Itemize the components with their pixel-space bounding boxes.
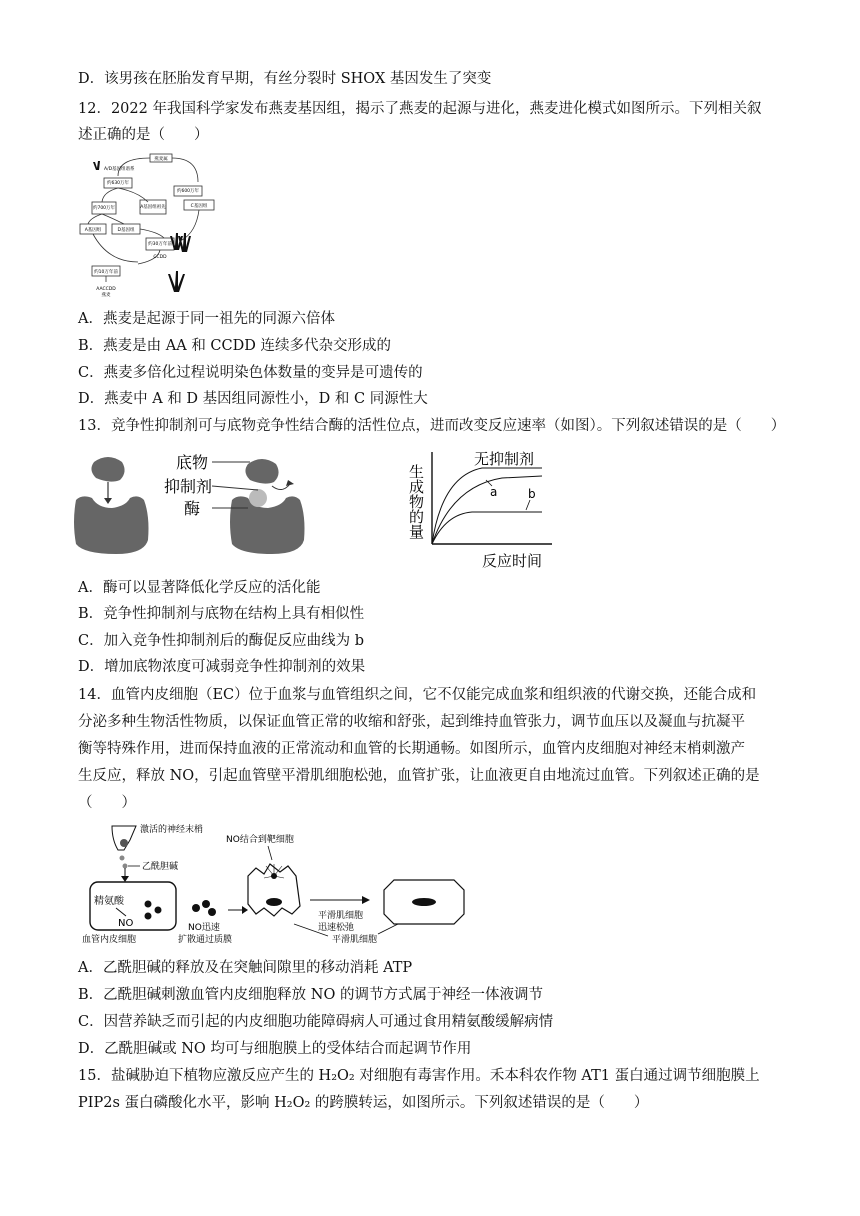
fig-oat: 燕麦 [101,293,111,298]
label-ec: 血管内皮细胞 [82,935,137,945]
q13-option-d: D．增加底物浓度可减弱竞争性抑制剂的效果 [78,659,366,675]
label-enzyme: 酶 [184,499,201,518]
substrate-shape-right [245,459,278,484]
fig-ad-lineage: A/D基因组谱系 [104,167,135,172]
fig-630: 约630万年 [106,181,130,186]
q12-option-c: C．燕麦多倍化过程说明染色体数量的变异是可遗传的 [78,365,423,381]
label-nerve: 激活的神经末梢 [140,825,204,835]
label-arginine: 精氨酸 [94,896,124,907]
q12-stem-line1: 12．2022 年我国科学家发布燕麦基因组，揭示了燕麦的起源与进化，燕麦进化模式如图所示。下列相关叙 [78,101,762,117]
q14-stem-line3: 衡等特殊作用，进而保持血液的正常流动和血管的长期通畅。如图所示，血管内皮细胞对神经末梢刺激产 [78,741,745,757]
fig-a-group: A基因组 [84,228,102,233]
q12-option-d: D．燕麦中 A 和 D 基因组同源性小，D 和 C 同源性大 [78,391,428,407]
fig-ccdd: CCDD [153,255,167,260]
label-inhibitor: 抑制剂 [164,477,213,496]
enzyme-inhibition-diagram [72,448,332,558]
label-smooth: 平滑肌细胞 [332,935,378,945]
q14-stem-line1: 14．血管内皮细胞（EC）位于血浆与血管组织之间，它不仅能完成血浆和组织液的代谢交换，还能合成和 [78,687,757,703]
q11-option-d: D．该男孩在胚胎发育早期，有丝分裂时 SHOX 基因发生了突变 [78,71,492,87]
label-no-inside: NO [118,918,134,929]
inhibitor-shape [249,489,267,507]
label-ach: 乙酰胆碱 [142,862,179,872]
q14-option-b: B．乙酰胆碱刺激血管内皮细胞释放 NO 的调节方式属于神经一体液调节 [78,987,543,1003]
q13-stem: 13．竞争性抑制剂可与底物竞争性结合酶的活性位点，进而改变反应速率（如图）。下列叙述错误的是（ ） [78,418,786,434]
enzyme-shape-right [230,496,305,554]
endothelial-no-diagram [78,820,478,950]
curve-a [432,476,542,544]
fig-30: 约30万年前 [148,242,172,247]
label-curve-a: a [490,485,498,499]
q12-stem-line2: 述正确的是（ ） [78,127,209,143]
fig-top-label: 燕麦属 [154,157,168,162]
fig-c-group: C基因组 [190,204,208,209]
label-relax: 迅速松弛 [318,923,355,933]
q14-stem-line2: 分泌多种生物活性物质，以保证血管正常的收缩和舒张，起到维持血管张力，调节血压以及凝血与抗凝平 [78,714,745,730]
label-substrate: 底物 [176,453,209,472]
label-no-inhibitor: 无抑制剂 [474,450,535,468]
label-curve-b: b [528,487,536,501]
q14-option-a: A．乙酰胆碱的释放及在突触间隙里的移动消耗 ATP [78,960,413,976]
q14-option-c: C．因营养缺乏而引起的内皮细胞功能障碍病人可通过食用精氨酸缓解病情 [78,1014,554,1030]
q13-option-c: C．加入竞争性抑制剂后的酶促反应曲线为 b [78,633,364,649]
q13-option-a: A．酶可以显著降低化学反应的活化能 [78,580,321,596]
reaction-curve-chart [402,446,562,572]
fig-600: 约600万年 [176,189,200,194]
label-y-axis: 生成物的量 [407,464,425,539]
curve-b [432,512,542,544]
substrate-shape-left [91,457,124,482]
q14-option-d: D．乙酰胆碱或 NO 均可与细胞膜上的受体结合而起调节作用 [78,1041,472,1057]
enzyme-shape-left [74,496,149,554]
label-no-bind: NO结合到靶细胞 [226,835,294,845]
q12-option-b: B．燕麦是由 AA 和 CCDD 连续多代杂交形成的 [78,338,391,354]
label-x-axis: 反应时间 [482,552,543,570]
label-diffuse: 扩散通过质膜 [178,935,233,945]
fig-aaccdd: AACCDD [96,287,116,292]
q15-stem-line2: PIP2s 蛋白磷酸化水平，影响 H₂O₂ 的跨膜转运，如图所示。下列叙述错误的是（ ） [78,1095,649,1111]
fig-a-ancestor: A基因组祖先 [140,205,166,210]
label-no-fast: NO迅速 [188,923,220,933]
q14-stem-line4: 生反应，释放 NO，引起血管壁平滑肌细胞松弛，血管扩张，让血液更自由地流过血管。下列叙述正确的是 [78,768,760,784]
curve-no-inhibitor [432,468,542,544]
fig-d-group: D基因组 [117,228,135,233]
fig-10: 约10万年前 [94,270,118,275]
q12-option-a: A．燕麦是起源于同一祖先的同源六倍体 [78,311,335,327]
oat-evolution-diagram [78,152,228,302]
q15-stem-line1: 15．盐碱胁迫下植物应激反应产生的 H₂O₂ 对细胞有毒害作用。禾本科农作物 AT1 蛋白通过调节细胞膜上 [78,1068,760,1084]
q13-option-b: B．竞争性抑制剂与底物在结构上具有相似性 [78,606,365,622]
label-smooth-relax: 平滑肌细胞 [318,911,364,921]
fig-700: 约700万年 [92,206,116,211]
q14-stem-line5: （ ） [78,795,136,811]
